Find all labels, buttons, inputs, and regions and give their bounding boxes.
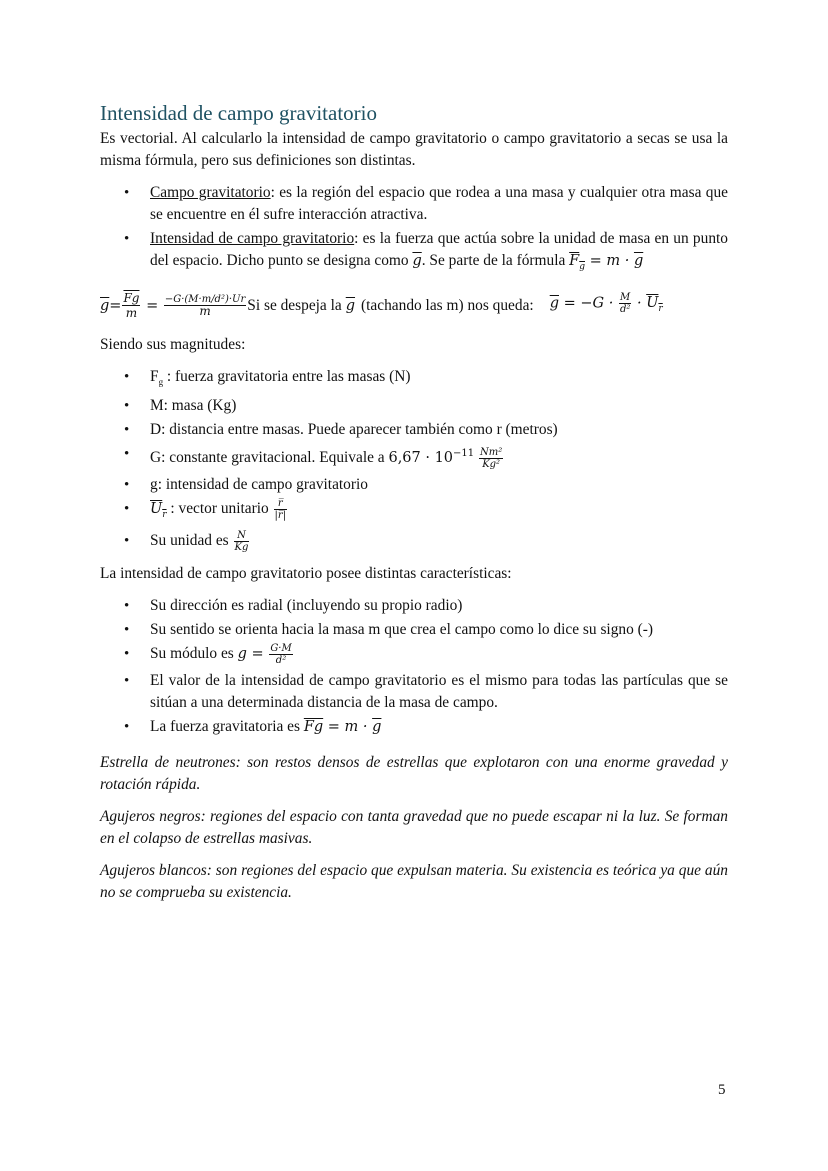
magnitude-text: G: constante gravitacional. Equivale a [150,448,389,466]
fraction-m-over-d2: $\frac{M}{\text{d²}}$ [619,291,631,315]
magnitude-sub: g [158,376,164,387]
magnitude-item [100,443,728,470]
derivation-text-after: (tachando las m) nos queda: [361,296,534,314]
unit-fraction [234,530,250,553]
derivation-result: $\overline{g} = -G$ · $\frac{M}{\text{d²}}$ · $U_r$ [549,291,663,315]
magnitude-text: : fuerza gravitatoria entre las masas (N) [163,367,411,385]
note-neutron-star: Estrella de neutrones: son restos densos de estrellas que explotaron con una enorme gravedad y rotación rápida. [100,753,728,793]
formula-rhs: = m · [585,253,634,269]
definition-text: : es la fuerza que actúa sobre la unidad de masa en un punto del espacio. Dicho punto se designa como [150,230,728,269]
characteristic-item [100,643,728,666]
definition-item [100,182,728,226]
modulus-fraction [269,643,292,666]
fraction-numerator: r̅ [274,498,288,510]
definition-term: Intensidad de campo gravitatorio [150,230,355,247]
formula-f: F [569,253,580,269]
magnitude-item [100,366,728,393]
definition-item [100,228,728,278]
constant-value: 6,67 · 10 [388,449,454,466]
force-formula [569,253,644,272]
magnitude-item: • D: distancia entre masas. Puede aparecer también como r (metros) [100,419,728,441]
characteristic-item [100,716,728,738]
definition-text: : es la región del espacio que rodea a una masa y cualquier otra masa que se encuentre en él sufre interacción atractiva. [150,184,728,223]
characteristics-intro: La intensidad de campo gravitatorio posee distintas características: [100,564,512,582]
page-content [100,100,728,914]
intro-paragraph: Es vectorial. Al calcularlo la intensidad de campo gravitatorio o campo gravitatorio a secas se usa la misma fórmula, pero sus definiciones son distintas. [100,130,728,169]
fraction-denominator: m [199,304,211,319]
g-vec: $\overline{g}$ [372,718,382,735]
unit-numerator: Nm² [480,446,503,458]
formula-rest: = m · [323,718,373,735]
fraction-denominator: |r̅| [274,509,287,521]
modulus-formula: g = [237,645,269,662]
definitions-list [100,182,728,278]
r-over-abs-r-fraction [274,498,288,521]
fraction-numerator: −G·(M·m/d²)·Ur [164,294,246,306]
unit-denominator: Kg [234,541,249,553]
fraction-numerator: G·M [270,642,292,654]
characteristic-item: • Su dirección es radial (incluyendo su propio radio) [100,595,728,617]
fraction-denominator: m [125,306,138,321]
unit-vector-sub: r [162,509,167,520]
magnitude-text: : vector unitario [166,499,273,517]
formula-f-sub: g [579,261,585,272]
characteristics-list [100,595,728,738]
fg-vec: $\overline{Fg}$ [303,718,324,735]
definition-term: Campo gravitatorio [150,184,271,201]
g-vec: $\overline{g}$ [345,297,356,314]
derivation-formula [100,288,728,324]
derivation-text: Si se despeja la [247,296,342,314]
equals: = [109,297,122,314]
definition-text-after: . Se parte de la fórmula [421,252,570,269]
magnitude-item: • g: intensidad de campo gravitatorio [100,474,728,496]
unit-vector-symbol [150,500,167,520]
magnitude-symbol: F [150,367,159,385]
magnitude-item [100,530,728,553]
fraction-newton-over-m [164,294,246,317]
g-vector-symbol: $\overline{g}$ [412,253,422,269]
note-black-holes: Agujeros negros: regiones del espacio con tanta gravedad que no puede escapar ni la luz. Se forman en el colapso de estrellas masivas. [100,807,728,847]
force-formula [304,719,382,735]
magnitude-item [100,498,728,526]
unit-vector-u: U [150,500,163,517]
equals: = [141,297,163,314]
formula-g-vec: $\overline{g}$ [633,253,644,269]
unit-denominator: Kg² [482,458,501,470]
note-white-holes: Agujeros blancos: son regiones del espacio que expulsan materia. Su existencia es teórica ya que aún no se comprueba su existencia. [100,861,728,901]
characteristic-text: La fuerza gravitatoria es [150,717,304,735]
section-heading: Intensidad de campo gravitatorio [100,101,377,125]
magnitude-item: • M: masa (Kg) [100,395,728,417]
characteristic-text: Su módulo es [150,644,238,662]
characteristic-item: • El valor de la intensidad de campo gravitatorio es el mismo para todas las partículas que se sitúan a una determinada distancia de la masa de campo. [100,670,728,714]
unit-fraction [479,447,503,470]
unit-numerator: N [234,530,250,542]
fraction-numerator: $\overline{Fg}$ [123,291,140,306]
magnitude-text: Su unidad es [150,531,233,549]
fraction-fg-over-m [122,291,140,320]
characteristic-item: • Su sentido se orienta hacia la masa m que crea el campo como lo dice su signo (-) [100,619,728,641]
magnitudes-list [100,366,728,553]
fraction-denominator: d² [275,654,287,666]
constant-exponent: −11 [453,447,475,459]
page-number: 5 [718,1082,726,1098]
g-vec: $\overline{g}$ [100,297,110,314]
magnitudes-intro: Siendo sus magnitudes: [100,335,246,353]
